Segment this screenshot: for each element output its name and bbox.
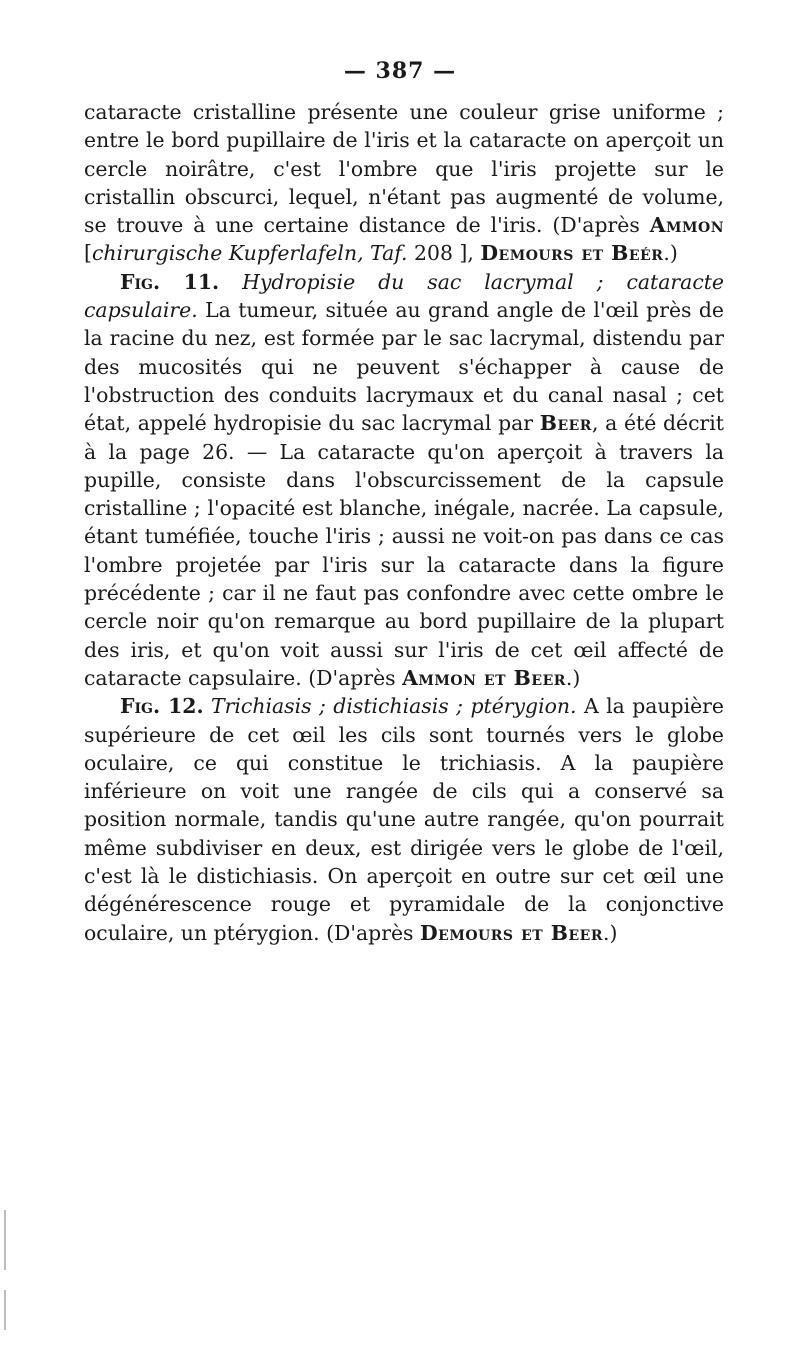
paragraph-text: La tumeur, située au grand angle de l'œil près de la racine du nez, est formée par le sac lacrymal, distendu par des mucosités qui ne peuvent s'échapper à cause de l'obstruction des conduits lacrymaux et du canal nasal ; cet état, appelé hydropisie du sac lacrymal par [84, 298, 724, 436]
author-name: Ammon [649, 213, 724, 238]
source-title: chirurgische Kupferlafeln, Taf. [91, 241, 408, 266]
bracket-open: [ [84, 241, 92, 266]
author-name: Demours et Beér [480, 241, 664, 266]
figure-label: Fig. 11. [120, 269, 220, 294]
author-name: Ammon et Beer [402, 665, 566, 690]
figure-label: Fig. 12. [120, 694, 204, 719]
figure-title: Hydropisie du sac lacrymal ; cataracte capsulaire. [84, 269, 724, 323]
paragraph-text: A la paupière supérieure de cet œil les cils sont tournés vers le globe oculaire, ce qui constitue le trichiasis. A la paupière inférieure on voit une rangée de cils qui a conservé sa position normale, tandis qu'une autre rangée, qu'on pourrait même subdiviser en deux, est dirigée vers le globe de l'œil, c'est là le distichiasis. On aperçoit en outre sur cet œil une dégénérescence rouge et pyramidale de la conjonctive oculaire, un ptérygion. (D'après [84, 694, 724, 945]
bracket-close: 208 ], [407, 241, 481, 266]
author-name: Demours et Beer [419, 920, 603, 945]
paragraph-end: .) [602, 920, 618, 945]
page-number: — 387 — [343, 58, 457, 84]
body-text [84, 98, 724, 947]
paragraph-figure-12 [84, 692, 724, 947]
paragraph-text: , a été décrit à la page 26. — La cataracte qu'on aperçoit à travers la pupille, consiste dans l'obscurcissement de la capsule cristalline ; l'opacité est blanche, inégale, nacrée. La capsule, étant tuméfiée, touche l'iris ; aussi ne voit-on pas dans ce cas l'ombre projetée par l'iris sur la cataracte dans la figure précédente ; car il ne faut pas confondre avec cette ombre le cercle noir qu'on remarque au bord pupillaire de la plupart des iris, et qu'on voit aussi sur l'iris de cet œil affecté de cataracte capsulaire. (D'après [84, 411, 724, 690]
figure-title: Trichiasis ; distichiasis ; ptérygion. [203, 694, 577, 719]
paragraph-end: .) [663, 241, 678, 266]
paragraph-cataract-description [84, 98, 724, 268]
scan-edge-mark [4, 1290, 6, 1330]
paragraph-figure-11 [84, 268, 724, 692]
author-name: Beer [539, 411, 592, 436]
paragraph-text: cataracte cristalline présente une couleur grise uniforme ; entre le bord pupillaire de l'iris et la cataracte on aperçoit un cercle noirâtre, c'est l'ombre que l'iris projette sur le cristallin obscurci, lequel, n'étant pas augmenté de volume, se trouve à une certaine distance de l'iris. (D'après [84, 100, 724, 238]
scan-edge-mark [4, 1210, 6, 1270]
paragraph-end: .) [565, 665, 581, 690]
